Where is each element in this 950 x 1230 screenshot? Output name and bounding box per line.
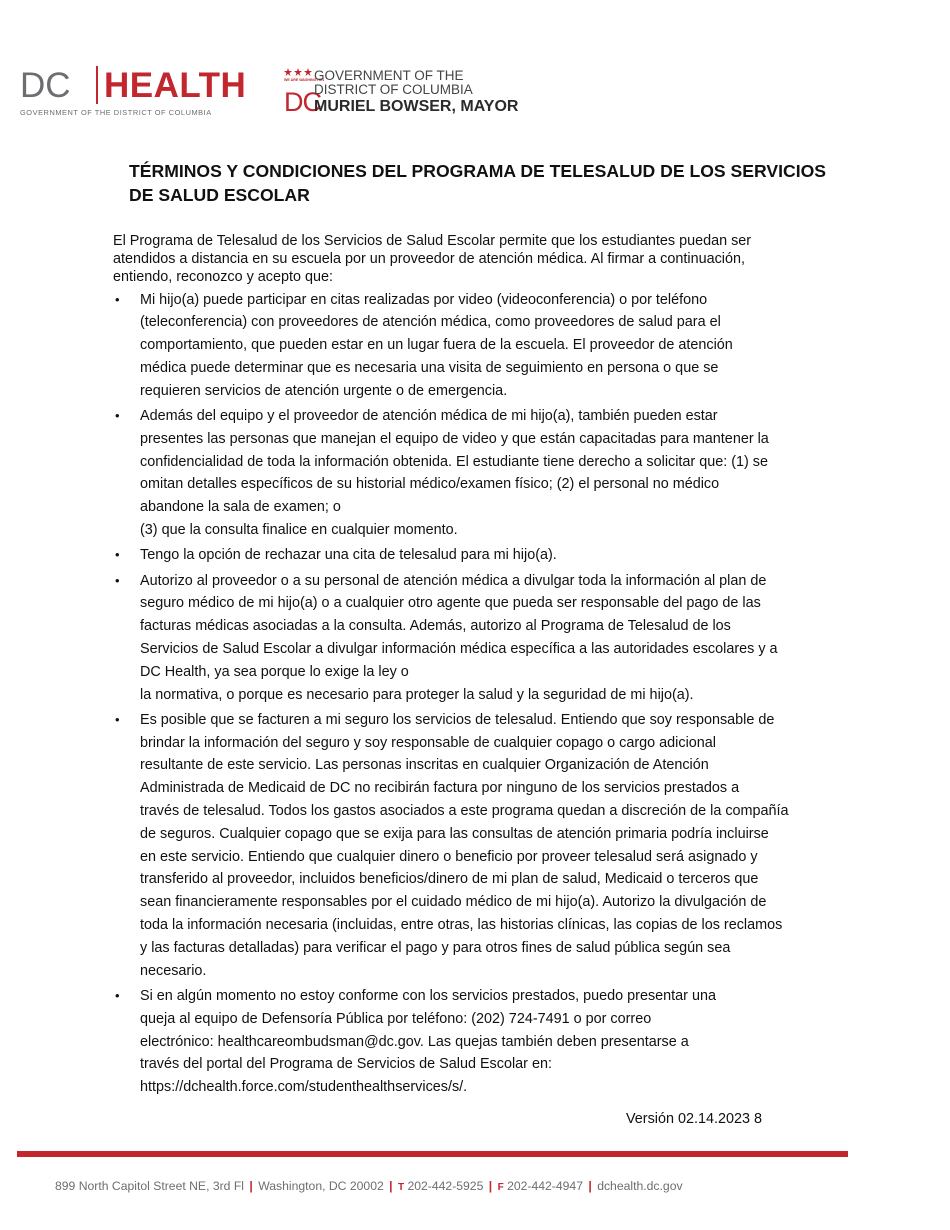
terms-line: (teleconferencia) con proveedores de atención médica, como proveedores de salud para el [140, 314, 721, 331]
footer-fax-label: F [497, 1182, 504, 1193]
we-are-washington-mark: WE ARE WASHINGTON [284, 78, 324, 82]
dc-government-mayor-logo [284, 68, 534, 116]
mayor-logo-line-district: DISTRICT OF COLUMBIA [314, 82, 473, 97]
dc-flag-stars-icon [284, 68, 312, 76]
terms-line: la normativa, o porque es necesario para proteger la salud y la seguridad de mi hijo(a). [140, 686, 694, 703]
terms-list [113, 289, 843, 1099]
terms-line: resultante de este servicio. Las personas inscritas en cualquier Organización de Atención [140, 757, 709, 774]
footer-phone: 202-442-5925 [407, 1179, 484, 1193]
terms-line: Autorizo al proveedor o a su personal de atención médica a divulgar toda la información al plan de [140, 572, 767, 589]
terms-list-item [113, 570, 843, 707]
terms-list-item [113, 985, 843, 1099]
terms-line: brindar la información del seguro y soy responsable de cualquier copago o cargo adicional [140, 734, 716, 751]
terms-line: queja al equipo de Defensoría Pública por teléfono: (202) 724-7491 o por correo [140, 1010, 652, 1027]
dc-health-logo-tagline: GOVERNMENT OF THE DISTRICT OF COLUMBIA [20, 108, 212, 117]
footer-contact [55, 1178, 683, 1196]
footer-address: 899 North Capitol Street NE, 3rd Fl [55, 1179, 244, 1193]
terms-line: Administrada de Medicaid de DC no recibirán factura por ninguno de los servicios prestados a [140, 780, 740, 797]
bullet-icon: • [115, 547, 120, 563]
terms-line: y las facturas detalladas) para verificar el pago y para otros fines de salud pública según sea [140, 939, 731, 956]
terms-line: DC Health, ya sea porque lo exige la ley o [140, 663, 409, 680]
terms-line: de seguros. Cualquier copago que se exija para las consultas de atención primaria podría incluirse [140, 825, 769, 842]
terms-line: presentes las personas que manejan el equipo de video y que están capacitadas para mantener la [140, 430, 769, 447]
terms-line: transferido al proveedor, incluidos beneficios/dinero de mi plan de salud, Medicaid o terceros que [140, 871, 759, 888]
terms-line: Además del equipo y el proveedor de atención médica de mi hijo(a), también pueden estar [140, 407, 718, 424]
terms-line: electrónico: healthcareombudsman@dc.gov. Las quejas también deben presentarse a [140, 1033, 689, 1050]
intro-line: El Programa de Telesalud de los Servicios de Salud Escolar permite que los estudiantes puedan ser [113, 233, 752, 249]
terms-line: Tengo la opción de rechazar una cita de telesalud para mi hijo(a). [140, 547, 557, 564]
terms-line: confidencialidad de toda la información obtenida. El estudiante tiene derecho a solicitar que: (1) se [140, 453, 768, 470]
footer-separator: | [249, 1179, 253, 1193]
terms-item-text [140, 709, 843, 983]
dc-health-logo-divider [96, 66, 98, 104]
terms-line: Es posible que se facturen a mi seguro los servicios de telesalud. Entiendo que soy responsable de [140, 711, 775, 728]
footer-phone-label: T [397, 1182, 405, 1193]
footer-website: dchealth.dc.gov [597, 1179, 683, 1193]
mayor-logo-line-mayor: MURIEL BOWSER, MAYOR [314, 98, 519, 115]
dc-health-logo [20, 66, 247, 118]
bullet-icon: • [115, 572, 120, 588]
terms-list-item [113, 289, 843, 403]
terms-line: médica puede determinar que es necesaria una visita de seguimiento en persona o que se [140, 359, 719, 376]
terms-line: través del portal del Programa de Servicios de Salud Escolar en: [140, 1056, 552, 1073]
dc-health-logo-dc: DC [20, 66, 71, 105]
footer-divider [17, 1151, 848, 1157]
footer-city: Washington, DC 20002 [258, 1179, 384, 1193]
footer-separator: | [588, 1179, 592, 1193]
intro-line: entiendo, reconozco y acepto que: [113, 269, 334, 285]
terms-item-text [140, 289, 843, 403]
terms-line: (3) que la consulta finalice en cualquier momento. [140, 521, 458, 538]
terms-list-item [113, 544, 843, 567]
mayor-logo-line-government: GOVERNMENT OF THE [314, 68, 464, 83]
bullet-icon: • [115, 987, 120, 1003]
terms-item-text [140, 405, 843, 542]
document-title-line-2: DE SALUD ESCOLAR [129, 185, 310, 205]
terms-line: seguro médico de mi hijo(a) o a cualquier otro agente que pueda ser responsable del pago de las [140, 595, 761, 612]
terms-line: comportamiento, que pueden estar en un lugar fuera de la escuela. El proveedor de atención [140, 337, 733, 354]
terms-line: toda la información necesaria (incluidas, entre otras, las historias clínicas, las copias de los reclamos [140, 917, 783, 934]
terms-line: Servicios de Salud Escolar a divulgar información médica específica a las autoridades escolares y a [140, 640, 778, 657]
terms-line: requieren servicios de atención urgente o de emergencia. [140, 382, 508, 399]
bullet-icon: • [115, 711, 120, 727]
version-label: Versión 02.14.2023 8 [626, 1111, 763, 1127]
terms-item-text [140, 544, 843, 567]
terms-line: en este servicio. Entiendo que cualquier dinero o beneficio por proveer telesalud será asignado y [140, 848, 758, 865]
footer-separator: | [389, 1179, 393, 1193]
document-body [113, 232, 843, 1099]
bullet-icon: • [115, 291, 120, 307]
terms-line: sean financieramente responsables por el cuidado médico de mi hijo(a). Autorizo la divulgación de [140, 894, 767, 911]
terms-line: través de telesalud. Todos los gastos asociados a este programa quedan a discreción de la compañía [140, 803, 789, 820]
terms-line: abandone la sala de examen; o [140, 499, 341, 516]
footer-fax: 202-442-4947 [507, 1179, 583, 1193]
dc-health-logo-health: HEALTH [104, 66, 247, 105]
bullet-icon: • [115, 407, 120, 423]
terms-item-text [140, 985, 843, 1099]
terms-line: facturas médicas asociadas a la consulta. Además, autorizo al Programa de Telesalud de los [140, 618, 731, 635]
terms-line: Mi hijo(a) puede participar en citas realizadas por video (videoconferencia) o por teléfono [140, 291, 708, 308]
terms-line: necesario. [140, 962, 207, 979]
terms-line: Si en algún momento no estoy conforme con los servicios prestados, puedo presentar una [140, 987, 716, 1004]
terms-list-item [113, 405, 843, 542]
intro-line: atendidos a distancia en su escuela por un proveedor de atención médica. Al firmar a continuación, [113, 251, 745, 267]
mayor-logo-dc: DC [284, 87, 321, 117]
ombudsman-portal-link: https://dchealth.force.com/studenthealthservices/s/. [140, 1079, 468, 1096]
terms-list-item [113, 709, 843, 983]
document-title-line-1: TÉRMINOS Y CONDICIONES DEL PROGRAMA DE TELESALUD DE LOS SERVICIOS [129, 161, 826, 181]
terms-line: omitan detalles específicos de su historial médico/examen físico; (2) el personal no médico [140, 476, 720, 493]
footer-separator: | [488, 1179, 493, 1193]
document-title [129, 159, 849, 207]
intro-paragraph [113, 232, 843, 286]
terms-item-text [140, 570, 843, 707]
